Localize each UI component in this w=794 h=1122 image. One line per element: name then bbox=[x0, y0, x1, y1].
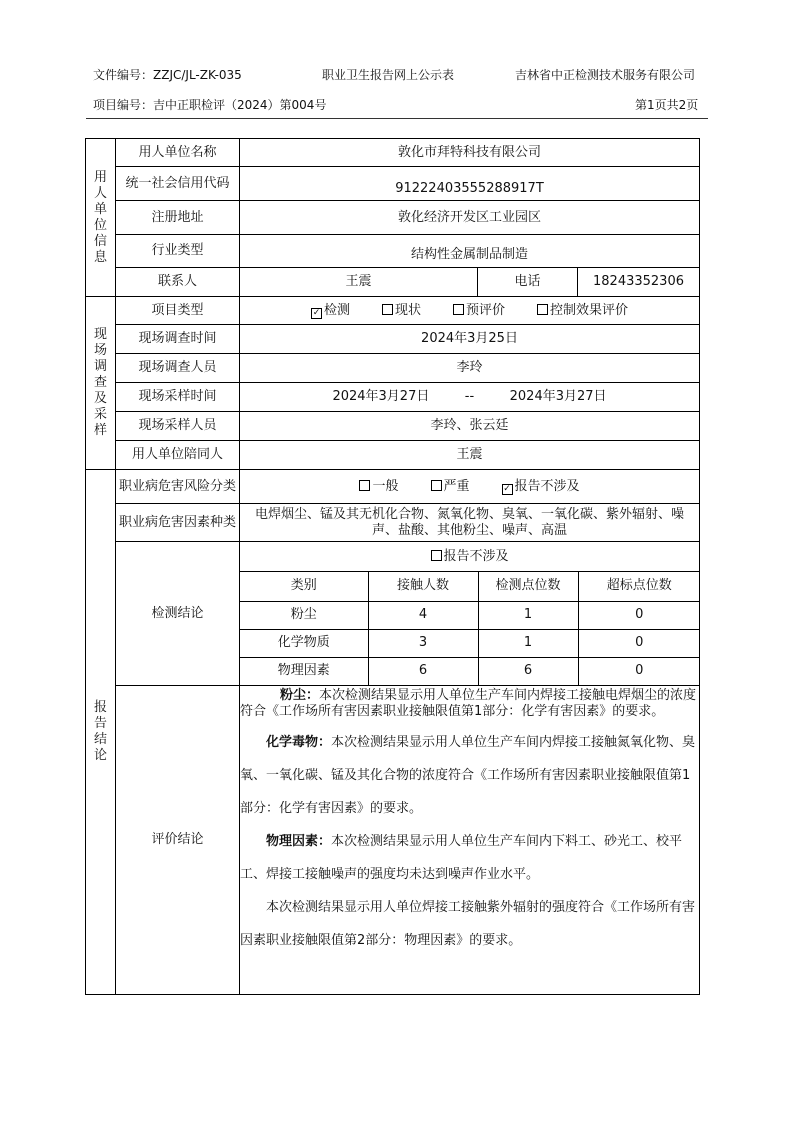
eval-paragraph-uv: 本次检测结果显示用人单位焊接工接触紫外辐射的强度符合《工作场所有害因素职业接触限值第2部分：物理因素》的要求。 bbox=[240, 900, 696, 948]
page-indicator: 第1页共2页 bbox=[635, 98, 699, 112]
detection-cell: 化学物质 bbox=[240, 629, 368, 657]
sampling-separator: -- bbox=[464, 389, 475, 404]
table-row bbox=[240, 657, 700, 685]
detection-header: 接触人数 bbox=[368, 572, 478, 601]
detection-header: 类别 bbox=[240, 572, 368, 601]
address-label: 注册地址 bbox=[116, 201, 240, 235]
survey-time: 2024年3月25日 bbox=[240, 325, 700, 354]
disclosure-table bbox=[85, 138, 700, 995]
phone-label: 电话 bbox=[478, 268, 578, 297]
detection-header: 超标点位数 bbox=[578, 572, 700, 601]
eval-paragraph-dust: 粉尘：本次检测结果显示用人单位生产车间内焊接工接触电焊烟尘的浓度符合《工作场所有害因素职业接触限值第1部分：化学有害因素》的要求。 bbox=[240, 688, 697, 719]
eval-paragraph-physical: 物理因素：本次检测结果显示用人单位生产车间内下料工、砂光工、校平工、焊接工接触噪声的强度均未达到噪声作业水平。 bbox=[240, 834, 683, 882]
hazard-factors: 电焊烟尘、锰及其无机化合物、氮氧化物、臭氧、一氧化碳、紫外辐射、噪声、盐酸、其他粉尘、噪声、高温 bbox=[240, 504, 700, 542]
hazard-factors-label: 职业病危害因素种类 bbox=[116, 504, 240, 542]
checkbox-checked-icon: ✓ bbox=[503, 483, 511, 494]
address: 敦化经济开发区工业园区 bbox=[240, 201, 700, 235]
detection-cell: 1 bbox=[478, 629, 578, 657]
evaluation-conclusion bbox=[240, 686, 700, 995]
detection-cell: 4 bbox=[368, 601, 478, 629]
sampler-label: 现场采样人员 bbox=[116, 412, 240, 441]
checkbox-icon bbox=[453, 304, 464, 315]
document-title: 职业卫生报告网上公示表 bbox=[322, 68, 455, 82]
evaluation-conclusion-label: 评价结论 bbox=[116, 686, 240, 995]
checkbox-icon bbox=[537, 304, 548, 315]
detection-na-option[interactable]: 报告不涉及 bbox=[240, 542, 700, 572]
detection-cell: 物理因素 bbox=[240, 657, 368, 685]
checkbox-icon bbox=[431, 480, 442, 491]
project-type-options bbox=[240, 297, 700, 325]
sampling-time-label: 现场采样时间 bbox=[116, 383, 240, 412]
contact-person: 王震 bbox=[240, 268, 478, 297]
section-employer-info: 用 人 单 位 信 息 bbox=[86, 139, 116, 297]
contact-label: 联系人 bbox=[116, 268, 240, 297]
credit-code: 91222403555288917T bbox=[240, 167, 700, 201]
company-name: 吉林省中正检测技术服务有限公司 bbox=[515, 68, 696, 82]
detection-cell: 0 bbox=[578, 629, 700, 657]
option-pre-evaluation[interactable]: 预评价 bbox=[453, 303, 505, 318]
eval-paragraph-chemical: 化学毒物：本次检测结果显示用人单位生产车间内焊接工接触氮氧化物、臭氧、一氧化碳、锰及其化合物的浓度符合《工作场所有害因素职业接触限值第1部分：化学有害因素》的要求。 bbox=[240, 735, 696, 816]
detection-header: 检测点位数 bbox=[478, 572, 578, 601]
project-number: 项目编号：吉中正职检评（2024）第004号 bbox=[93, 98, 327, 112]
sampling-start: 2024年3月27日 bbox=[332, 389, 430, 404]
detection-cell: 1 bbox=[478, 601, 578, 629]
table-row bbox=[240, 601, 700, 629]
option-risk-serious[interactable]: 严重 bbox=[431, 479, 470, 494]
detection-table bbox=[240, 572, 700, 685]
risk-class-label: 职业病危害风险分类 bbox=[116, 470, 240, 504]
section-report-conclusion: 报 告 结 论 bbox=[86, 470, 116, 995]
detection-cell: 6 bbox=[368, 657, 478, 685]
section-survey-sampling: 现 场 调 查 及 采 样 bbox=[86, 297, 116, 470]
industry: 结构性金属制品制造 bbox=[240, 235, 700, 268]
detection-cell: 0 bbox=[578, 657, 700, 685]
checkbox-icon bbox=[359, 480, 370, 491]
risk-class-options bbox=[240, 470, 700, 504]
surveyor-label: 现场调查人员 bbox=[116, 354, 240, 383]
option-control-effect[interactable]: 控制效果评价 bbox=[537, 303, 628, 318]
checkbox-icon bbox=[382, 304, 393, 315]
option-detection[interactable]: ✓ 检测 bbox=[312, 302, 350, 318]
phone-number: 18243352306 bbox=[578, 268, 700, 297]
header-divider bbox=[86, 118, 708, 119]
detection-cell: 6 bbox=[478, 657, 578, 685]
option-risk-general[interactable]: 一般 bbox=[359, 479, 398, 494]
sampling-time bbox=[240, 383, 700, 412]
detection-cell: 0 bbox=[578, 601, 700, 629]
table-row bbox=[240, 629, 700, 657]
option-risk-na[interactable]: ✓ 报告不涉及 bbox=[503, 478, 580, 494]
sampler: 李玲、张云廷 bbox=[240, 412, 700, 441]
detection-conclusion-label: 检测结论 bbox=[116, 542, 240, 686]
employer-name: 敦化市拜特科技有限公司 bbox=[240, 139, 700, 167]
employer-name-label: 用人单位名称 bbox=[116, 139, 240, 167]
detection-cell: 粉尘 bbox=[240, 601, 368, 629]
survey-time-label: 现场调查时间 bbox=[116, 325, 240, 354]
sampling-end: 2024年3月27日 bbox=[509, 389, 607, 404]
detection-cell: 3 bbox=[368, 629, 478, 657]
industry-label: 行业类型 bbox=[116, 235, 240, 268]
checkbox-icon bbox=[431, 550, 442, 561]
surveyor: 李玲 bbox=[240, 354, 700, 383]
file-number: 文件编号：ZZJC/JL-ZK-035 bbox=[93, 68, 242, 82]
escort-label: 用人单位陪同人 bbox=[116, 441, 240, 470]
option-status[interactable]: 现状 bbox=[382, 303, 421, 318]
checkbox-checked-icon: ✓ bbox=[312, 307, 321, 318]
credit-code-label: 统一社会信用代码 bbox=[116, 167, 240, 201]
escort: 王震 bbox=[240, 441, 700, 470]
project-type-label: 项目类型 bbox=[116, 297, 240, 325]
detection-table-wrapper bbox=[240, 572, 700, 686]
